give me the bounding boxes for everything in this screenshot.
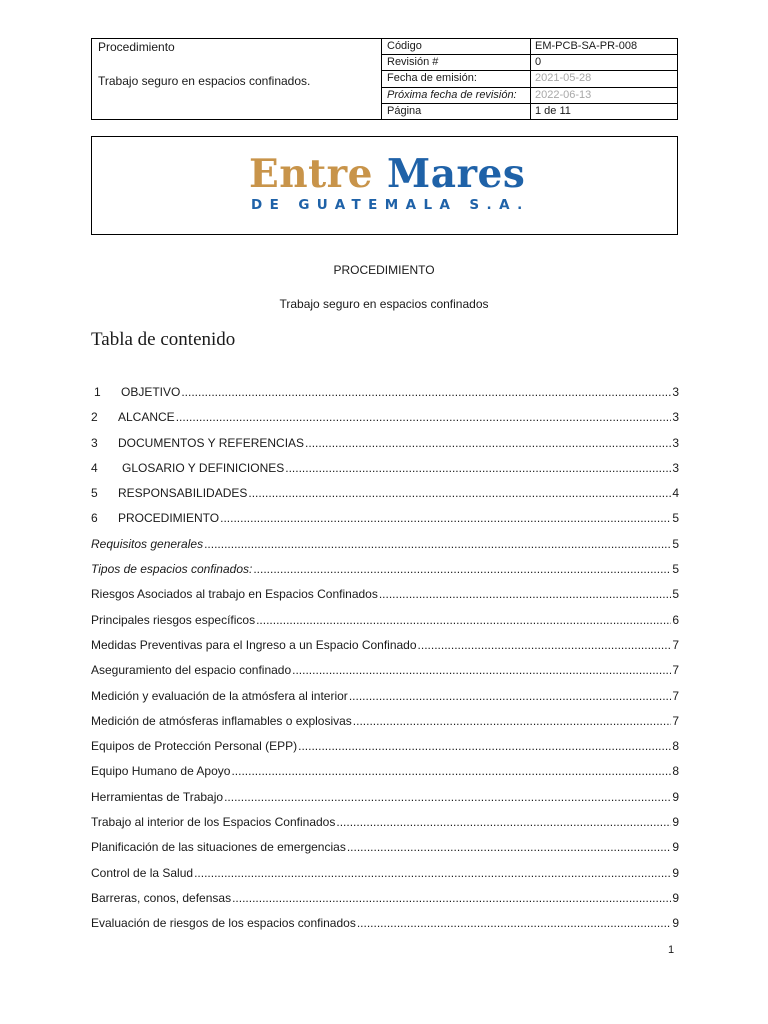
toc-entry-label: Herramientas de Trabajo <box>91 789 224 804</box>
toc-entry[interactable] <box>91 537 679 562</box>
header-label: Próxima fecha de revisión: <box>382 88 531 103</box>
toc-entry-text: OBJETIVO <box>121 385 181 399</box>
toc-entry-page: 9 <box>672 890 679 905</box>
toc-entry-page: 9 <box>672 840 679 855</box>
toc-entry-page: 9 <box>672 916 679 931</box>
toc-entry-label: Tipos de espacios confinados: <box>91 562 253 577</box>
toc-entry-number: 5 <box>91 486 98 501</box>
toc-entry-label: Equipo Humano de Apoyo <box>91 764 231 779</box>
toc-entry-label <box>91 385 180 399</box>
toc-entry-page: 9 <box>672 789 679 804</box>
toc-entry-text: PROCEDIMIENTO <box>118 511 220 526</box>
toc-entry-page: 6 <box>672 612 679 627</box>
header-row-next-review <box>382 88 677 104</box>
toc-entry[interactable] <box>91 689 679 714</box>
toc-entry-number: 1 <box>94 385 101 399</box>
toc-leader-dots <box>220 511 671 525</box>
document-subject: Trabajo seguro en espacios confinados <box>279 297 489 311</box>
toc-entry-label <box>91 410 175 424</box>
toc-entry-page: 3 <box>672 410 679 425</box>
header-value: EM-PCB-SA-PR-008 <box>535 40 638 52</box>
procedure-label: Procedimiento <box>98 40 175 54</box>
company-logo <box>249 151 525 197</box>
toc-entry[interactable] <box>91 410 679 435</box>
toc-entry[interactable] <box>91 613 679 638</box>
header-label: Fecha de emisión: <box>382 71 531 86</box>
toc-entry-page: 8 <box>672 764 679 779</box>
toc-entry-label: Barreras, conos, defensas <box>91 890 232 905</box>
toc-entry-page: 5 <box>672 562 679 577</box>
toc-leader-dots <box>379 587 671 601</box>
toc-entry-page: 5 <box>672 511 679 526</box>
toc-entry-label <box>91 511 219 525</box>
toc-leader-dots <box>357 916 671 930</box>
header-label: Código <box>382 39 531 54</box>
toc-leader-dots <box>292 663 671 677</box>
toc-entry-label <box>91 436 304 450</box>
header-value: 1 de 11 <box>535 104 571 117</box>
toc-entry[interactable] <box>91 385 679 410</box>
header-label: Página <box>382 104 531 119</box>
toc-entry-page: 3 <box>672 460 679 475</box>
toc-entry[interactable] <box>91 461 679 486</box>
toc-entry[interactable] <box>91 663 679 688</box>
toc-entry-page: 4 <box>672 486 679 501</box>
toc-leader-dots <box>336 815 671 829</box>
toc-entry-text: GLOSARIO Y DEFINICIONES <box>122 460 285 475</box>
toc-entry-text: ALCANCE <box>118 410 175 425</box>
toc-entry[interactable] <box>91 562 679 587</box>
toc-entry[interactable] <box>91 764 679 789</box>
header-value: 0 <box>535 56 542 69</box>
toc-entry-label: Principales riesgos específicos <box>91 612 256 627</box>
header-row-page <box>382 104 677 119</box>
header-value: 2021-05-28 <box>535 72 592 85</box>
toc-entry-page: 9 <box>672 815 679 830</box>
toc-entry[interactable] <box>91 866 679 891</box>
toc-entry-label: Evaluación de riesgos de los espacios confinados <box>91 916 356 931</box>
toc-leader-dots <box>253 562 671 576</box>
toc-entry-page: 3 <box>672 435 679 450</box>
toc-leader-dots <box>347 840 672 854</box>
document-header-table <box>91 38 678 120</box>
toc-entry-label: Requisitos generales <box>91 536 204 551</box>
toc-entry-label: Planificación de las situaciones de emergencias <box>91 840 346 855</box>
toc-entry[interactable] <box>91 511 679 536</box>
toc-leader-dots <box>194 866 671 880</box>
header-row-code <box>382 39 677 55</box>
toc-entry-label: Medidas Preventivas para el Ingreso a un Espacio Confinado <box>91 637 417 652</box>
header-row-issue-date <box>382 71 677 87</box>
toc-leader-dots <box>305 436 671 450</box>
toc-entry-label: Control de la Salud <box>91 865 194 880</box>
toc-leader-dots <box>349 689 672 703</box>
toc-entry[interactable] <box>91 916 679 941</box>
toc-leader-dots <box>231 764 671 778</box>
toc-entry-page: 3 <box>672 385 679 399</box>
header-left-cell <box>92 39 382 119</box>
toc-leader-dots <box>232 891 671 905</box>
toc-leader-dots <box>256 613 671 627</box>
toc-leader-dots <box>418 638 672 652</box>
toc-entry-page: 9 <box>672 865 679 880</box>
toc-leader-dots <box>204 537 671 551</box>
toc-entry-label <box>91 486 247 500</box>
toc-entry[interactable] <box>91 891 679 916</box>
toc-entry-label: Aseguramiento del espacio confinado <box>91 663 292 678</box>
logo-tagline: DE GUATEMALA S.A. <box>251 197 530 213</box>
logo-word-entre: Entre <box>249 151 373 197</box>
toc-entry-page: 8 <box>672 739 679 754</box>
header-label: Revisión # <box>382 55 531 70</box>
toc-entry-number: 2 <box>91 410 98 425</box>
toc-leader-dots <box>248 486 671 500</box>
page-number: 1 <box>668 944 675 956</box>
toc-leader-dots <box>353 714 672 728</box>
toc-entry[interactable] <box>91 436 679 461</box>
table-of-contents <box>91 385 679 942</box>
toc-leader-dots <box>181 385 671 399</box>
company-logo-box <box>91 136 678 235</box>
toc-entry-page: 7 <box>672 637 679 652</box>
toc-entry-page: 7 <box>672 663 679 678</box>
toc-entry-text: DOCUMENTOS Y REFERENCIAS <box>118 435 305 450</box>
toc-entry-page: 7 <box>672 688 679 703</box>
toc-entry-label: Medición y evaluación de la atmósfera al interior <box>91 688 348 703</box>
toc-entry[interactable] <box>91 815 679 840</box>
toc-title: Tabla de contenido <box>91 329 236 350</box>
toc-leader-dots <box>176 410 672 424</box>
toc-entry-page: 5 <box>672 536 679 551</box>
toc-entry[interactable] <box>91 714 679 739</box>
toc-entry-label: Trabajo al interior de los Espacios Confinados <box>91 815 336 830</box>
toc-entry-label: Equipos de Protección Personal (EPP) <box>91 739 298 754</box>
toc-entry-label: Riesgos Asociados al trabajo en Espacios Confinados <box>91 587 378 602</box>
toc-entry-page: 7 <box>672 713 679 728</box>
toc-entry[interactable] <box>91 587 679 612</box>
toc-entry-number: 6 <box>91 511 98 526</box>
toc-entry-page: 5 <box>672 587 679 602</box>
logo-word-mares: Mares <box>387 151 526 197</box>
toc-entry-number: 3 <box>91 435 98 450</box>
toc-entry[interactable] <box>91 486 679 511</box>
toc-leader-dots <box>285 461 671 475</box>
document-type: PROCEDIMIENTO <box>333 263 435 277</box>
header-value: 2022-06-13 <box>535 88 592 101</box>
toc-entry[interactable] <box>91 739 679 764</box>
toc-entry-number: 4 <box>91 460 98 475</box>
toc-entry[interactable] <box>91 790 679 815</box>
toc-entry-text: RESPONSABILIDADES <box>118 486 248 501</box>
header-metadata <box>382 39 677 119</box>
procedure-subject: Trabajo seguro en espacios confinados. <box>98 74 311 88</box>
toc-leader-dots <box>298 739 671 753</box>
toc-entry[interactable] <box>91 638 679 663</box>
toc-entry-label <box>91 461 284 475</box>
toc-entry[interactable] <box>91 840 679 865</box>
header-row-revision <box>382 55 677 71</box>
toc-entry-label: Medición de atmósferas inflamables o explosivas <box>91 713 352 728</box>
toc-leader-dots <box>224 790 671 804</box>
